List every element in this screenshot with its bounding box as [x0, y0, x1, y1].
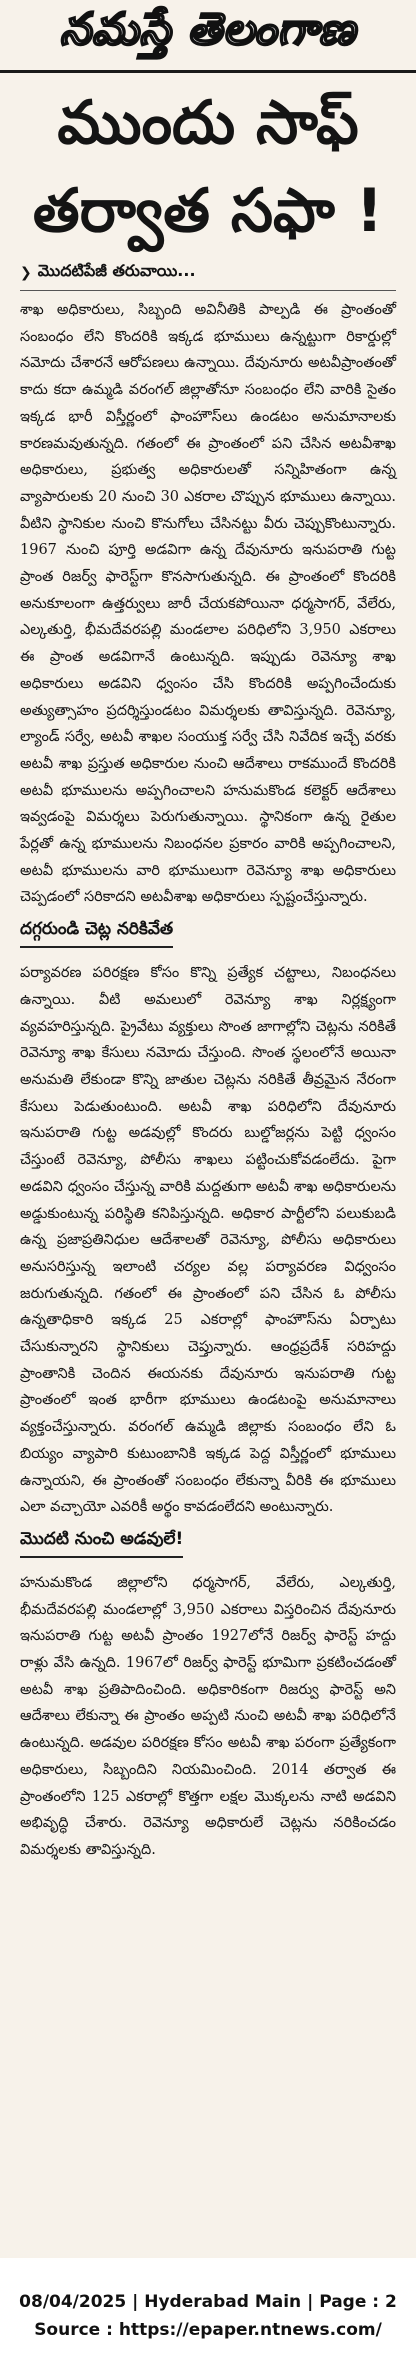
masthead	[0, 0, 416, 73]
paragraph-2: పర్యావరణ పరిరక్షణ కోసం కొన్ని ప్రత్యేక చట్టాలు, నిబంధనలు ఉన్నాయి. వీటి అమలులో రెవెన్యూ శాఖ నిర్లక్ష్యంగా వ్యవహరిస్తున్నది. ప్రైవేటు వ్యక్తులు సొంత జాగాల్లోని చెట్లను నరికితే రెవెన్యూ శాఖ కేసులు నమోదు చేస్తుంది. సొంత స్థలంలోనే అయినా అనుమతి లేకుండా కొన్ని జాతుల చెట్లను నరికితే తీవ్రమైన నేరంగా కేసులు పెడుతుంటుంది. అటవీ శాఖ పరిధిలోని దేవునూరు ఇనుపరాతి గుట్ట అడవుల్లో కొందరు బుల్డోజర్లను పెట్టి ధ్వంసం చేస్తుంటే రెవెన్యూ, పోలీసు శాఖలు పట్టించుకోవడంలేదు. పైగా అడవిని ధ్వంసం చేస్తున్న వారికి మద్దతుగా అటవీ శాఖ అధికారులను అడ్డుకుంటున్న పరిస్థితి కనిపిస్తున్నది. అధికార పార్టీలోని పలుకుబడి ఉన్న ప్రజాప్రతినిధుల ఆదేశాలతో రెవెన్యూ, పోలీసు అధికారులు అనుసరిస్తున్న ఇలాంటి చర్యల వల్ల పర్యావరణ విధ్వంసం జరుగుతున్నది. గతంలో ఈ ప్రాంతంలో పని చేసిన ఓ పోలీసు ఉన్నతాధికారి ఇక్కడ 25 ఎకరాల్లో ఫాంహౌస్‌ను ఏర్పాటు చేసుకున్నారని స్థానికులు చెప్తున్నారు. ఆంధ్రప్రదేశ్ సరిహద్దు ప్రాంతానికి చెందిన ఈయనకు దేవునూరు ఇనుపరాతి గుట్ట ప్రాంతంలో ఇంత భారీగా భూములు ఉండటంపై అనుమానాలు వ్యక్తంచేస్తున్నారు. వరంగల్ ఉమ్మడి జిల్లాకు సంబంధం లేని ఓ బియ్యం వ్యాపారి కుటుంబానికి ఇక్కడ పెద్ద విస్తీర్ణంలో భూములు ఉన్నాయని, ఈ ప్రాంతంతో సంబంధం లేకున్నా వీరికి ఈ భూములు ఎలా వచ్చాయో ఎవరికీ అర్థం కావడంలేదని అంటున్నారు.	[20, 965, 396, 1516]
subhead-1: దగ్గరుండి చెట్ల నరికివేత	[20, 919, 173, 948]
paragraph-3: హనుమకొండ జిల్లాలోని ధర్మసాగర్, వేలేరు, ఎల్కతుర్తి, భీమదేవరపల్లి మండలాల్లో 3,950 ఎకరాలు విస్తరించిన దేవునూరు ఇనుపరాతి గుట్ట అటవీ ప్రాంతం 1927లోనే రిజర్వ్ ఫారెస్ట్ హద్దు రాళ్లు వేసి ఉన్నది. 1967లో రిజర్వ్ ఫారెస్ట్ భూమిగా ప్రకటించడంతో అటవీ శాఖ ప్రతిపాదించింది. అధికారికంగా రిజర్వు ఫారెస్ట్ అని ఆదేశాలు లేకున్నా ఈ ప్రాంతం అప్పటి నుంచి అటవీ శాఖ పరిధిలోనే ఉంటున్నది. అడవుల పరిరక్షణ కోసం అటవీ శాఖ పరంగా ప్రత్యేకంగా అధికారులు, సిబ్బందిని నియమించింది. 2014 తర్వాత ఈ ప్రాంతంలోని 125 ఎకరాల్లో కొత్తగా లక్షల మొక్కలను నాటి అడవిని అభివృద్ధి చేశారు. రెవెన్యూ అధికారులే చెట్లను నరికించడం విమర్శలకు తావిస్తున్నది.	[20, 1574, 396, 1858]
deck-text: మొదటిపేజీ తరువాయి...	[37, 261, 196, 280]
headline	[18, 79, 398, 255]
chevron-right-icon: ❯	[20, 264, 32, 281]
source-line: Source : https://epaper.ntnews.com/	[34, 2320, 382, 2340]
source-footer	[0, 2288, 416, 2344]
headline-line-2: తర్వాత సఫా !	[32, 176, 384, 246]
masthead-title: నమస్తే తెలంగాణ	[59, 4, 357, 55]
divider	[20, 290, 396, 291]
subhead-2: మొదటి నుంచి అడవులే!	[20, 1529, 183, 1558]
paragraph-1: శాఖ అధికారులు, సిబ్బంది అవినీతికి పాల్పడి ఈ ప్రాంతంతో సంబంధం లేని కొందరికి ఇక్కడ భూములు ఉన్నట్టుగా రికార్డుల్లో నమోదు చేశారనే ఆరోపణలు ఉన్నాయి. దేవునూరు అటవీప్రాంతంతో కాదు కదా ఉమ్మడి వరంగల్ జిల్లాతోనూ సంబంధం లేని వారికి సైతం ఇక్కడ భారీ విస్తీర్ణంలో ఫాంహౌస్‌లు ఉండటం అనుమానాలకు కారణమవుతున్నది. గతంలో ఈ ప్రాంతంలో పని చేసిన అటవీశాఖ అధికారులు, ప్రభుత్వ అధికారులతో సన్నిహితంగా ఉన్న వ్యాపారులకు 20 నుంచి 30 ఎకరాల చొప్పున భూములు ఉన్నాయి. వీటిని స్థానికుల నుంచి కొనుగోలు చేసినట్టు వీరు చెప్పుకొంటున్నారు. 1967 నుంచి పూర్తి అడవిగా ఉన్న దేవునూరు ఇనుపరాతి గుట్ట ప్రాంత రిజర్వ్ ఫారెస్ట్‌గా కొనసాగుతున్నది. ఈ ప్రాంతంలో కొందరికి అనుకూలంగా ఉత్తర్వులు జారీ చేయకపోయినా ధర్మసాగర్, వేలేరు, ఎల్కతుర్తి, భీమదేవరపల్లి మండలాల పరిధిలోని 3,950 ఎకరాలు ఈ ప్రాంత అడవిగానే ఉంటున్నది. ఇప్పుడు రెవెన్యూ శాఖ అధికారులు అడవిని ధ్వంసం చేసి కొందరికి అప్పగించేందుకు అత్యుత్సాహం ప్రదర్శిస్తుండటం విమర్శలకు తావిస్తున్నది. రెవెన్యూ, ల్యాండ్ సర్వే, అటవీ శాఖల సంయుక్త సర్వే చేసి నివేదిక ఇచ్చే వరకు అటవీ శాఖ ప్రస్తుత అధికారుల నుంచి ఆదేశాలు రాకముందే కొందరికి అటవీ భూములను అప్పగించాలని హనుమకొండ కలెక్టర్ ఆదేశాలు ఇవ్వడంపై విమర్శలు పెరుగుతున్నాయి. స్థానికంగా ఉన్న రైతుల పేర్లతో ఉన్న భూములను నిబంధనల ప్రకారం వారికి అప్పగించాలని, అటవీ భూములను వారి భూములుగా రెవెన్యూ శాఖ అధికారులు చెప్పడంలో సరికాదని అటవీశాఖ అధికారులు స్పష్టంచేస్తున్నారు.	[20, 302, 396, 906]
date-line: 08/04/2025 | Hyderabad Main | Page : 2	[19, 2292, 397, 2312]
headline-line-1: ముందు సాఫ్	[57, 88, 359, 158]
deck-line	[20, 261, 416, 284]
